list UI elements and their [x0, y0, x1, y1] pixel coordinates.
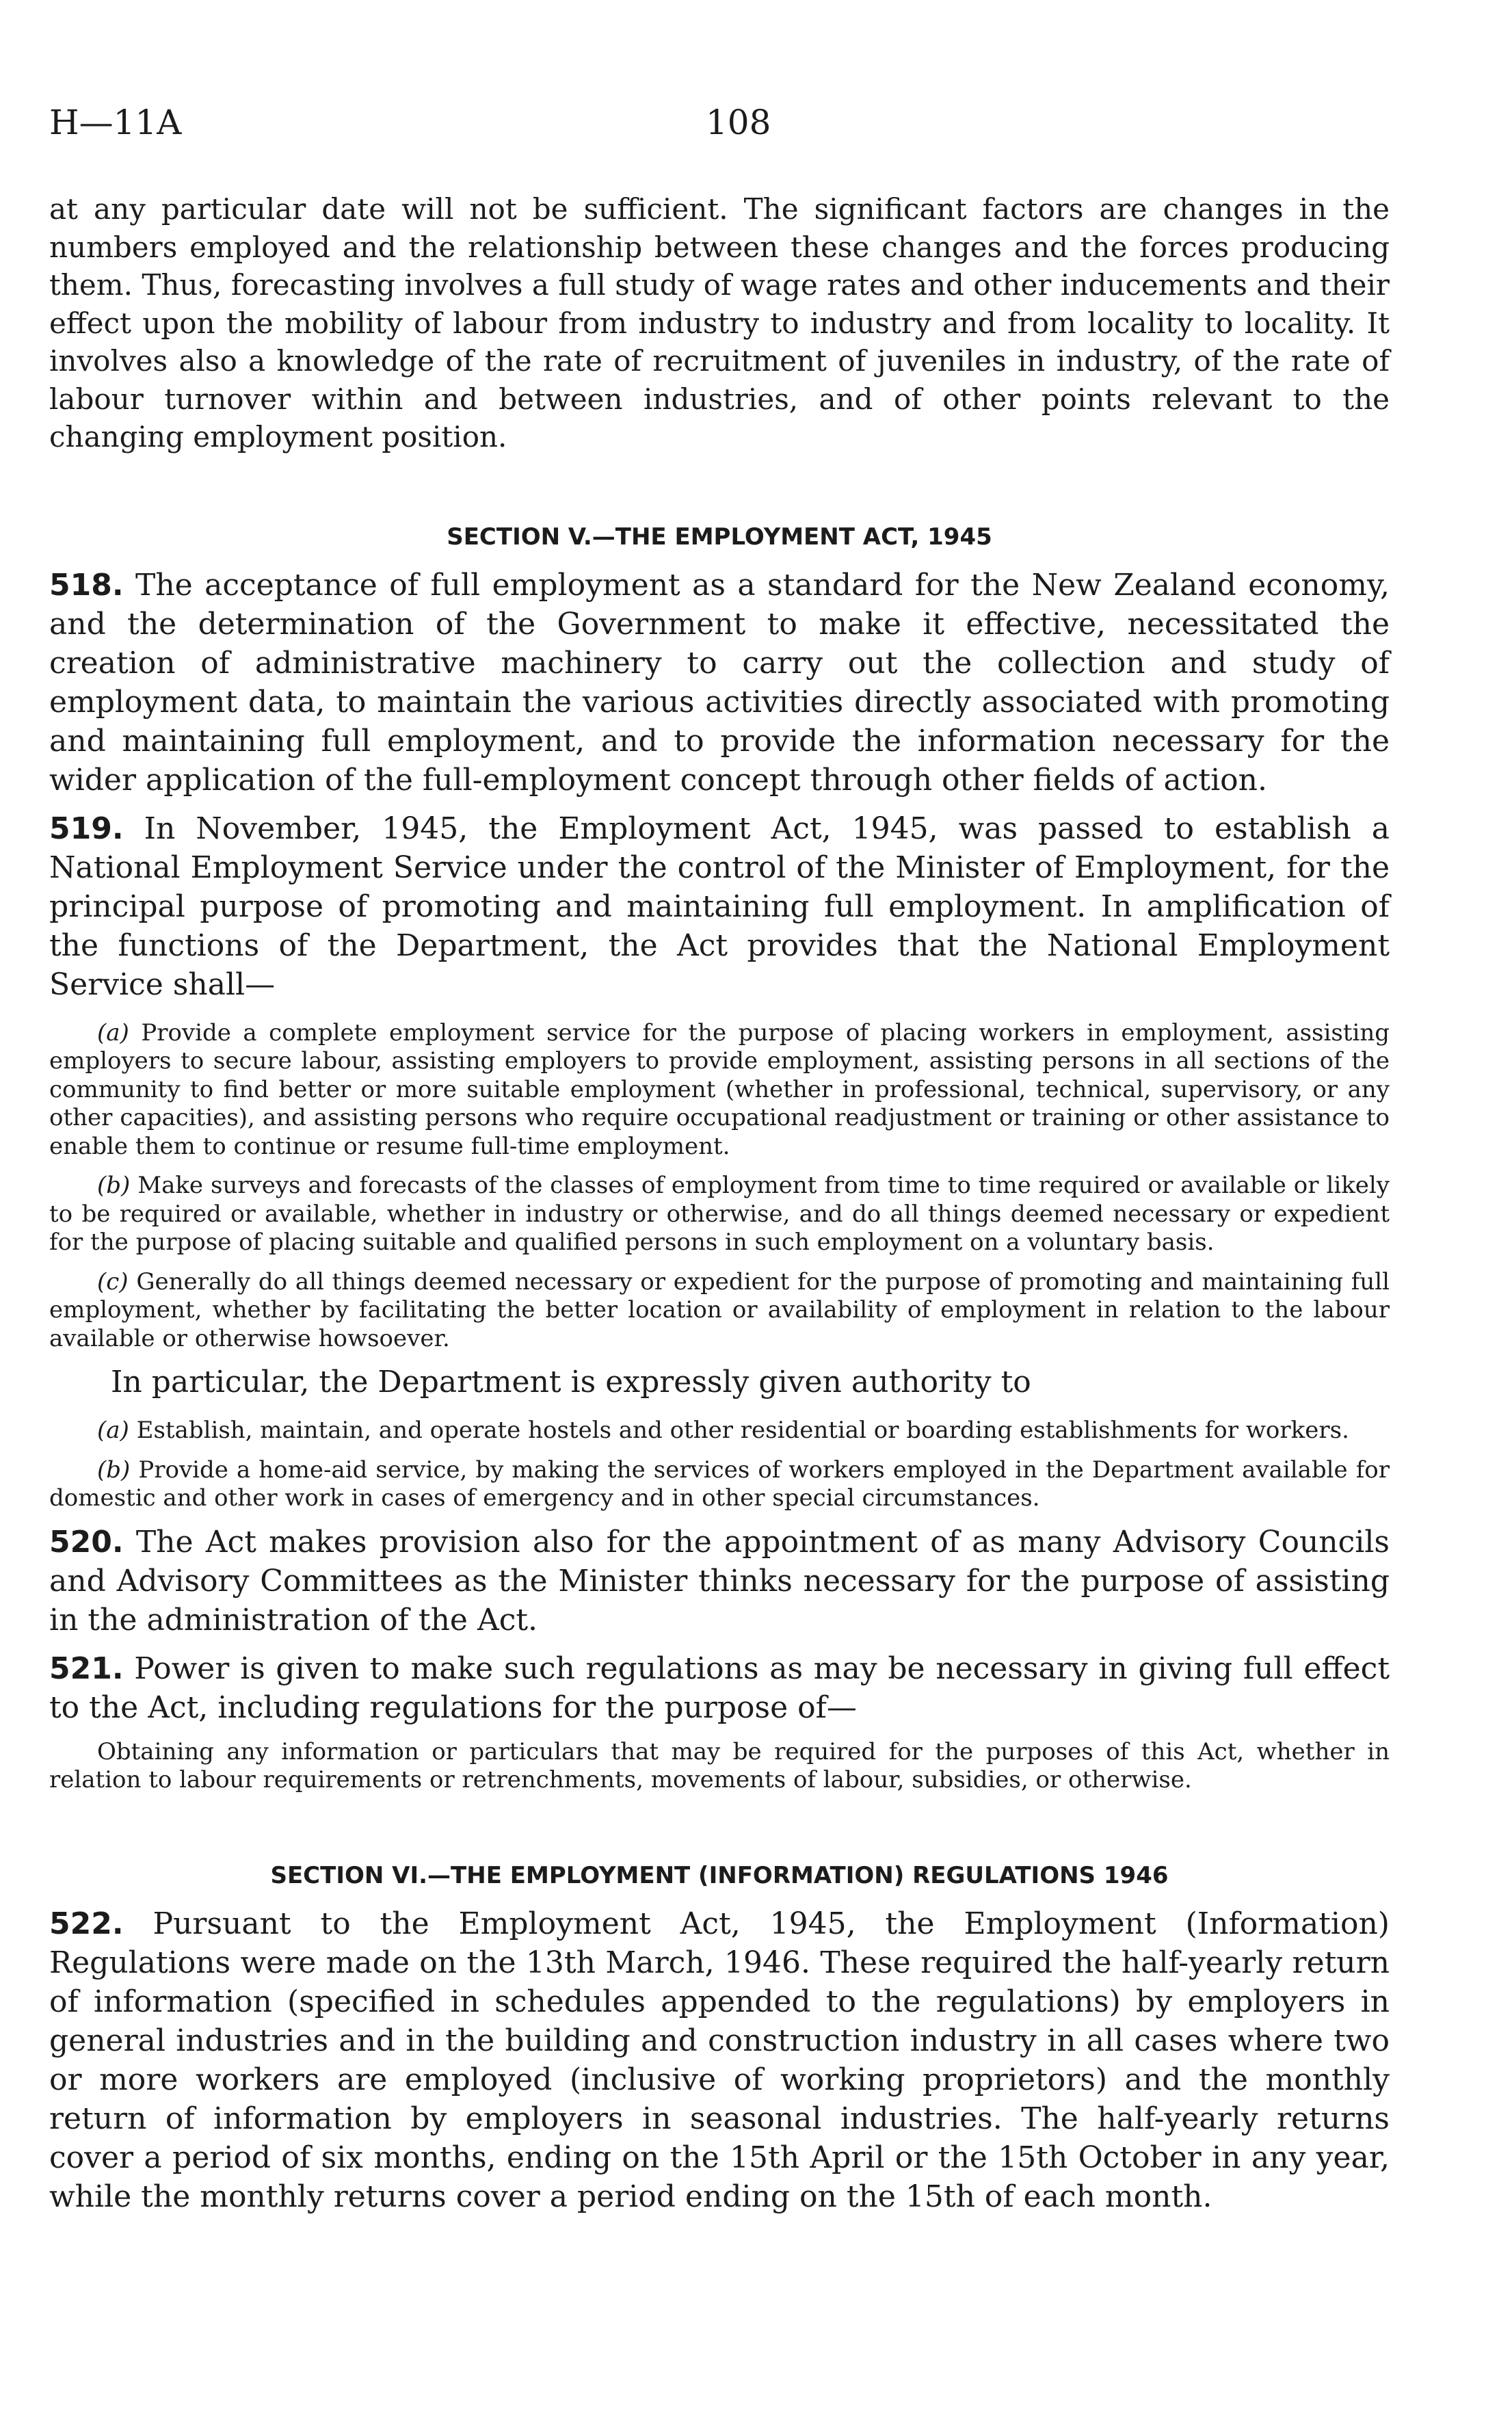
- regulation-clause: Obtaining any information or particulars that may be required for the purposes of this Act, whether in relation to labour requirements or retrenchments, movements of labour, subsidies, or otherwise.: [49, 1737, 1390, 1793]
- paragraph-520: [49, 1523, 1390, 1640]
- clause-label: (a): [97, 1019, 129, 1047]
- paragraph-number: 522.: [49, 1906, 124, 1941]
- clause-text: Provide a home-aid service, by making the services of workers employed in the Department available for domestic and other work in cases of emergency and in other special circumstances.: [49, 1456, 1390, 1512]
- paragraph-number: 520.: [49, 1524, 124, 1560]
- clause-519-a: [49, 1019, 1390, 1161]
- paragraph-text: The acceptance of full employment as a standard for the New Zealand economy, and the determination of the Government to make it effective, necessitated the creation of administrative machinery to carry out the collection and study of employment data, to maintain the various activities directly associated with promoting and maintaining full employment, and to provide the information necessary for the wider application of the full-employment concept through other fields of action.: [49, 567, 1390, 798]
- paragraph-521: [49, 1649, 1390, 1727]
- paragraph-text: The Act makes provision also for the appointment of as many Advisory Councils and Advisory Committees as the Minister thinks necessary for the purpose of assisting in the administration of the Act.: [49, 1524, 1390, 1638]
- section-v-heading: SECTION V.—THE EMPLOYMENT ACT, 1945: [447, 523, 992, 551]
- clause-label: (b): [97, 1172, 131, 1199]
- authority-intro: In particular, the Department is expressly given authority to: [111, 1365, 1031, 1399]
- clause-label: (b): [97, 1456, 131, 1484]
- paragraph-number: 521.: [49, 1651, 124, 1686]
- paragraph-text: In November, 1945, the Employment Act, 1945, was passed to establish a National Employment Service under the control of the Minister of Employment, for the principal purpose of promoting and maintaining full employment. In amplification of the functions of the Department, the Act provides that the National Employment Service shall—: [49, 811, 1390, 1002]
- document-reference: H—11A: [49, 103, 182, 142]
- paragraph-text: Power is given to make such regulations as may be necessary in giving full effect to the Act, including regulations for the purpose of—: [49, 1651, 1390, 1725]
- paragraph-519: [49, 809, 1390, 1004]
- authority-clause-a: [49, 1417, 1390, 1445]
- clause-text: Establish, maintain, and operate hostels and other residential or boarding establishments for workers.: [136, 1417, 1349, 1444]
- paragraph-522: [49, 1904, 1390, 2216]
- page-number: 108: [706, 103, 771, 142]
- authority-clause-b: [49, 1456, 1390, 1513]
- clause-519-c: [49, 1268, 1390, 1354]
- page-header: [49, 103, 1465, 150]
- clause-text: Make surveys and forecasts of the classes of employment from time to time required or available or likely to be required or available, whether in industry or otherwise, and do all things deemed necessary or expedient for the purpose of placing suitable and qualified persons in such employment on a voluntary basis.: [49, 1172, 1390, 1256]
- paragraph-text: Pursuant to the Employment Act, 1945, the Employment (Information) Regulations were made on the 13th March, 1946. These required the half-yearly return of information (specified in schedules appended to the regulations) by employers in general industries and in the building and construction industry in all cases where two or more workers are employed (inclusive of working proprietors) and the monthly return of information by employers in seasonal industries. The half-yearly returns cover a period of six months, ending on the 15th April or the 15th October in any year, while the monthly returns cover a period ending on the 15th of each month.: [49, 1906, 1390, 2214]
- paragraph-number: 519.: [49, 811, 124, 846]
- opening-paragraph: at any particular date will not be sufficient. The significant factors are changes in the numbers employed and the relationship between these changes and the forces producing them. Thus, forecasting involves a full study of wage rates and other inducements and their effect upon the mobility of labour from industry to industry and from locality to locality. It involves also a knowledge of the rate of recruitment of juveniles in industry, of the rate of labour turnover within and between industries, and of other points relevant to the changing employment position.: [49, 192, 1390, 454]
- paragraph-518: [49, 566, 1390, 800]
- clause-text: Generally do all things deemed necessary or expedient for the purpose of promoting and maintaining full employment, whether by facilitating the better location or availability of employment in relation to the labour available or otherwise howsoever.: [49, 1267, 1390, 1352]
- clause-text: Provide a complete employment service for the purpose of placing workers in employment, assisting employers to secure labour, assisting employers to provide employment, assisting persons in all sections of the community to find better or more suitable employment (whether in professional, technical, supervisory, or any other capacities), and assisting persons who require occupational readjustment or training or other assistance to enable them to continue or resume full-time employment.: [49, 1019, 1390, 1160]
- page-content: [49, 190, 1390, 2216]
- section-vi-heading: SECTION VI.—THE EMPLOYMENT (INFORMATION) REGULATIONS 1946: [270, 1861, 1169, 1889]
- clause-label: (a): [97, 1417, 129, 1444]
- clause-519-b: [49, 1172, 1390, 1257]
- clause-label: (c): [97, 1267, 129, 1296]
- paragraph-number: 518.: [49, 567, 124, 603]
